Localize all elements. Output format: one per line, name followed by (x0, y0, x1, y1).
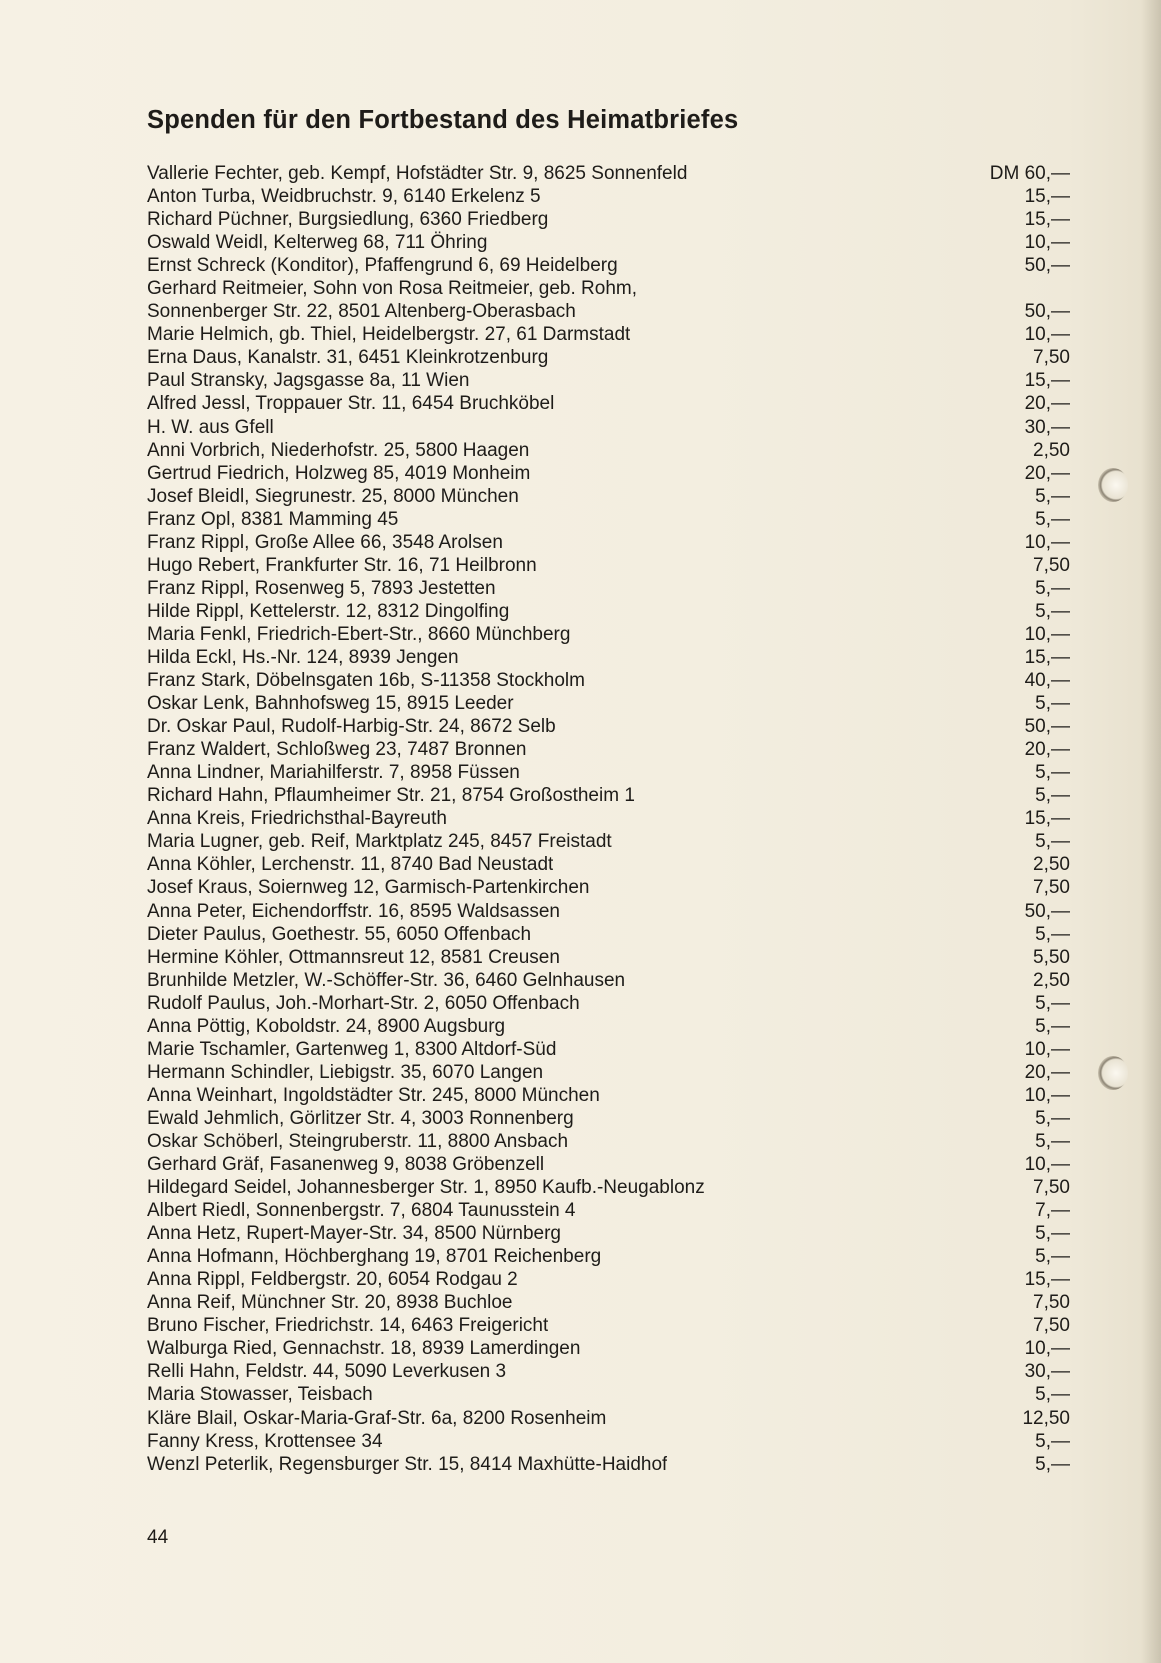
donation-amount: 5,— (1035, 1246, 1070, 1268)
donor-name-address: Anna Hofmann, Höchberghang 19, 8701 Reichenberg (147, 1246, 602, 1268)
donor-name-address: Anna Rippl, Feldbergstr. 20, 6054 Rodgau 2 (147, 1269, 518, 1291)
list-item (147, 876, 1070, 899)
list-item (147, 1360, 1070, 1383)
donor-name-address: Marie Tschamler, Gartenweg 1, 8300 Altdorf-Süd (147, 1038, 557, 1060)
list-item (147, 554, 1070, 577)
donor-name-address: Paul Stransky, Jagsgasse 8a, 11 Wien (147, 370, 470, 392)
list-item (147, 1453, 1070, 1476)
donation-amount: 5,— (1035, 785, 1070, 807)
donation-amount: 5,— (1035, 1223, 1070, 1245)
donor-name-address: Ernst Schreck (Konditor), Pfaffengrund 6, 69 Heidelberg (147, 255, 618, 277)
donation-amount: 10,— (1024, 324, 1070, 346)
list-item (147, 1222, 1070, 1245)
donor-name-address: Gertrud Fiedrich, Holzweg 85, 4019 Monheim (147, 462, 531, 484)
donor-name-address: Franz Rippl, Große Allee 66, 3548 Arolsen (147, 531, 503, 553)
donor-name-address: Hermann Schindler, Liebigstr. 35, 6070 Langen (147, 1061, 544, 1083)
list-item (147, 969, 1070, 992)
donation-amount: 7,50 (1033, 1315, 1070, 1337)
donor-name-address: Alfred Jessl, Troppauer Str. 11, 6454 Bruchköbel (147, 393, 555, 415)
donation-amount: 20,— (1024, 393, 1070, 415)
donor-name-address: Hildegard Seidel, Johannesberger Str. 1, 8950 Kaufb.-Neugablonz (147, 1177, 705, 1199)
list-item (147, 761, 1070, 784)
donor-name-address: Sonnenberger Str. 22, 8501 Altenberg-Oberasbach (147, 301, 576, 323)
list-item (147, 392, 1070, 415)
donation-amount: 15,— (1024, 808, 1070, 830)
list-item (147, 1383, 1070, 1406)
donor-name-address: Maria Lugner, geb. Reif, Marktplatz 245, 8457 Freistadt (147, 831, 612, 853)
donation-amount: 20,— (1024, 739, 1070, 761)
donor-name-address: Anna Weinhart, Ingoldstädter Str. 245, 8000 München (147, 1084, 600, 1106)
donor-name-address: Bruno Fischer, Friedrichstr. 14, 6463 Freigericht (147, 1315, 549, 1337)
list-item (147, 807, 1070, 830)
donation-amount: 15,— (1024, 646, 1070, 668)
donation-amount: DM 60,— (989, 163, 1070, 184)
donation-amount: 5,50 (1033, 946, 1070, 968)
list-item (147, 1176, 1070, 1199)
list-item (147, 600, 1070, 623)
donor-name-address: Anton Turba, Weidbruchstr. 9, 6140 Erkelenz 5 (147, 186, 541, 208)
donor-name-address: Franz Rippl, Rosenweg 5, 7893 Jestetten (147, 577, 496, 599)
list-item (147, 439, 1070, 462)
donation-amount: 5,— (1035, 1107, 1070, 1129)
list-item (147, 462, 1070, 485)
list-item (147, 784, 1070, 807)
donor-name-address: Maria Fenkl, Friedrich-Ebert-Str., 8660 Münchberg (147, 623, 571, 645)
list-item (147, 531, 1070, 554)
donation-amount: 5,— (1035, 508, 1070, 530)
donor-name-address: Hermine Köhler, Ottmannsreut 12, 8581 Creusen (147, 946, 560, 968)
donor-name-address: Anna Reif, Münchner Str. 20, 8938 Buchloe (147, 1292, 513, 1314)
donation-amount: 5,— (1035, 1015, 1070, 1037)
donation-amount: 10,— (1024, 1038, 1070, 1060)
donation-amount: 10,— (1024, 531, 1070, 553)
donor-name-address: Oskar Lenk, Bahnhofsweg 15, 8915 Leeder (147, 693, 514, 715)
donation-amount: 5,— (1035, 577, 1070, 599)
donor-name-address: Anna Köhler, Lerchenstr. 11, 8740 Bad Neustadt (147, 854, 554, 876)
donor-name-address: Anna Kreis, Friedrichsthal-Bayreuth (147, 808, 447, 830)
donor-name-address: Anna Lindner, Mariahilferstr. 7, 8958 Füssen (147, 762, 520, 784)
donation-amount: 7,50 (1033, 554, 1070, 576)
donor-name-address: Hilde Rippl, Kettelerstr. 12, 8312 Dingolfing (147, 600, 510, 622)
donor-name-address: Franz Opl, 8381 Mamming 45 (147, 508, 399, 530)
list-item (147, 1430, 1070, 1453)
donation-amount: 5,— (1035, 485, 1070, 507)
donor-name-address: Oskar Schöberl, Steingruberstr. 11, 8800 Ansbach (147, 1130, 569, 1152)
donation-amount: 10,— (1024, 1338, 1070, 1360)
list-item (147, 1199, 1070, 1222)
donation-amount: 12,50 (1022, 1407, 1070, 1429)
list-item (147, 1407, 1070, 1430)
donor-name-address: Josef Kraus, Soiernweg 12, Garmisch-Partenkirchen (147, 877, 590, 899)
donor-name-address: Anna Pöttig, Koboldstr. 24, 8900 Augsburg (147, 1015, 506, 1037)
donation-amount: 2,50 (1033, 969, 1070, 991)
donation-amount: 10,— (1024, 1084, 1070, 1106)
donor-name-address: Marie Helmich, gb. Thiel, Heidelbergstr. 27, 61 Darmstadt (147, 324, 631, 346)
list-item (147, 508, 1070, 531)
donation-amount: 5,— (1035, 992, 1070, 1014)
list-item (147, 1291, 1070, 1314)
list-item (147, 1153, 1070, 1176)
donor-name-address: Anna Peter, Eichendorffstr. 16, 8595 Waldsassen (147, 900, 560, 922)
list-item (147, 485, 1070, 508)
donation-amount: 15,— (1024, 370, 1070, 392)
list-item (147, 416, 1070, 439)
donation-amount: 7,— (1035, 1200, 1070, 1222)
list-item (147, 346, 1070, 369)
donation-amount: 2,50 (1033, 854, 1070, 876)
donation-amount: 5,— (1035, 923, 1070, 945)
donor-name-address: Franz Waldert, Schloßweg 23, 7487 Bronnen (147, 739, 527, 761)
donor-name-address: Vallerie Fechter, geb. Kempf, Hofstädter Str. 9, 8625 Sonnenfeld (147, 163, 688, 184)
list-item (147, 830, 1070, 853)
donor-name-address: Dieter Paulus, Goethestr. 55, 6050 Offenbach (147, 923, 532, 945)
donation-amount: 7,50 (1033, 347, 1070, 369)
list-item (147, 1337, 1070, 1360)
donation-amount: 50,— (1024, 900, 1070, 922)
list-item (147, 1038, 1070, 1061)
list-item (147, 646, 1070, 669)
donation-amount: 5,— (1035, 1130, 1070, 1152)
donor-name-address: Franz Stark, Döbelnsgaten 16b, S-11358 Stockholm (147, 670, 585, 692)
list-item (147, 1130, 1070, 1153)
donor-name-address: H. W. aus Gfell (147, 416, 274, 438)
donation-amount: 2,50 (1033, 439, 1070, 461)
list-item (147, 738, 1070, 761)
donation-amount: 10,— (1024, 1154, 1070, 1176)
donation-amount: 20,— (1024, 1061, 1070, 1083)
donation-amount: 10,— (1024, 232, 1070, 254)
donor-name-address: Albert Riedl, Sonnenbergstr. 7, 6804 Taunusstein 4 (147, 1200, 576, 1222)
list-item (147, 577, 1070, 600)
list-item (147, 1314, 1070, 1337)
donation-amount: 50,— (1024, 255, 1070, 277)
page-title: Spenden für den Fortbestand des Heimatbriefes (147, 106, 739, 134)
donation-amount: 10,— (1024, 623, 1070, 645)
list-item (147, 923, 1070, 946)
donation-amount: 30,— (1024, 1361, 1070, 1383)
list-item (147, 300, 1070, 323)
list-item (147, 254, 1070, 277)
list-item (147, 992, 1070, 1015)
donor-name-address: Gerhard Gräf, Fasanenweg 9, 8038 Gröbenzell (147, 1154, 545, 1176)
donation-amount: 5,— (1035, 693, 1070, 715)
donor-name-address: Richard Püchner, Burgsiedlung, 6360 Friedberg (147, 209, 549, 231)
donor-name-address: Anni Vorbrich, Niederhofstr. 25, 5800 Haagen (147, 439, 530, 461)
page-edge-shadow (1141, 0, 1161, 1663)
list-item (147, 231, 1070, 254)
donor-name-address: Anna Hetz, Rupert-Mayer-Str. 34, 8500 Nürnberg (147, 1223, 561, 1245)
donation-amount: 15,— (1024, 1269, 1070, 1291)
donor-name-address: Brunhilde Metzler, W.-Schöffer-Str. 36, 6460 Gelnhausen (147, 969, 626, 991)
page-number: 44 (147, 1527, 169, 1548)
donation-amount: 7,50 (1033, 1177, 1070, 1199)
punch-hole-icon (1098, 468, 1128, 502)
donation-amount: 5,— (1035, 1453, 1070, 1475)
donor-name-address: Erna Daus, Kanalstr. 31, 6451 Kleinkrotzenburg (147, 347, 549, 369)
donor-name-address: Dr. Oskar Paul, Rudolf-Harbig-Str. 24, 8672 Selb (147, 716, 556, 738)
donor-name-address: Oswald Weidl, Kelterweg 68, 711 Öhring (147, 232, 488, 254)
donor-name-address: Kläre Blail, Oskar-Maria-Graf-Str. 6a, 8200 Rosenheim (147, 1407, 607, 1429)
donation-amount: 7,50 (1033, 1292, 1070, 1314)
list-item (147, 208, 1070, 231)
list-item (147, 185, 1070, 208)
donation-list (147, 162, 1070, 1476)
list-item (147, 623, 1070, 646)
donor-name-address: Relli Hahn, Feldstr. 44, 5090 Leverkusen 3 (147, 1361, 507, 1383)
donation-amount: 15,— (1024, 186, 1070, 208)
list-item (147, 692, 1070, 715)
donor-name-address: Maria Stowasser, Teisbach (147, 1384, 373, 1406)
donor-name-address: Gerhard Reitmeier, Sohn von Rosa Reitmeier, geb. Rohm, (147, 278, 638, 300)
donor-name-address: Josef Bleidl, Siegrunestr. 25, 8000 München (147, 485, 519, 507)
list-item (147, 1084, 1070, 1107)
donation-amount: 50,— (1024, 716, 1070, 738)
list-item (147, 369, 1070, 392)
donation-amount: 5,— (1035, 600, 1070, 622)
donation-amount: 50,— (1024, 301, 1070, 323)
donation-amount: 15,— (1024, 209, 1070, 231)
donor-name-address: Hilda Eckl, Hs.-Nr. 124, 8939 Jengen (147, 646, 459, 668)
list-item (147, 1245, 1070, 1268)
donor-name-address: Rudolf Paulus, Joh.-Morhart-Str. 2, 6050 Offenbach (147, 992, 580, 1014)
donation-amount: 7,50 (1033, 877, 1070, 899)
donor-name-address: Richard Hahn, Pflaumheimer Str. 21, 8754 Großostheim 1 (147, 785, 635, 807)
list-item (147, 323, 1070, 346)
punch-hole-icon (1098, 1056, 1128, 1090)
list-item (147, 669, 1070, 692)
list-item (147, 1107, 1070, 1130)
list-item (147, 1061, 1070, 1084)
list-item (147, 277, 1070, 300)
list-item (147, 1015, 1070, 1038)
donor-name-address: Fanny Kress, Krottensee 34 (147, 1430, 383, 1452)
list-item (147, 162, 1070, 185)
donor-name-address: Hugo Rebert, Frankfurter Str. 16, 71 Heilbronn (147, 554, 537, 576)
donation-amount: 5,— (1035, 1430, 1070, 1452)
donation-amount: 30,— (1024, 416, 1070, 438)
donor-name-address: Wenzl Peterlik, Regensburger Str. 15, 8414 Maxhütte-Haidhof (147, 1453, 668, 1475)
donation-amount: 5,— (1035, 831, 1070, 853)
list-item (147, 1268, 1070, 1291)
list-item (147, 853, 1070, 876)
donor-name-address: Ewald Jehmlich, Görlitzer Str. 4, 3003 Ronnenberg (147, 1107, 574, 1129)
donation-amount: 5,— (1035, 762, 1070, 784)
list-item (147, 946, 1070, 969)
donation-amount: 5,— (1035, 1384, 1070, 1406)
donor-name-address: Walburga Ried, Gennachstr. 18, 8939 Lamerdingen (147, 1338, 581, 1360)
donation-amount: 20,— (1024, 462, 1070, 484)
list-item (147, 900, 1070, 923)
list-item (147, 715, 1070, 738)
donation-amount: 40,— (1024, 670, 1070, 692)
